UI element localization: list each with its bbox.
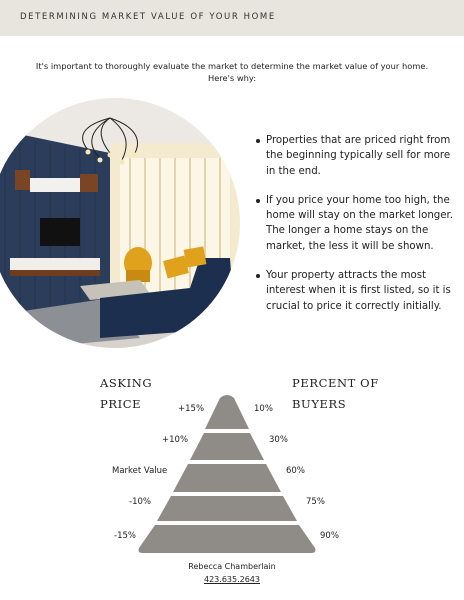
buyers-label-3: 60% [286, 466, 305, 476]
price-label-5: -15% [114, 531, 136, 541]
intro-line-1: It's important to thoroughly evaluate the market to determine the market value of your home. [35, 61, 429, 71]
intro-line-2: Here's why: [207, 73, 257, 83]
asking-price-heading: ASKING PRICE [100, 376, 153, 411]
list-item: Properties that are priced right from the beginning typically sell for more in the end. [256, 133, 456, 179]
benefits-list [256, 133, 456, 328]
price-label-4: -10% [129, 497, 151, 507]
agent-name: Rebecca Chamberlain [188, 562, 276, 571]
pyramid-tier-2 [190, 433, 264, 460]
pyramid-tier-1 [205, 395, 249, 429]
list-item: Your property attracts the most interest when it is first listed, so it is crucial to price it correctly initially. [256, 268, 456, 314]
bullet-dot [256, 274, 260, 278]
living-room-illustration [0, 98, 240, 348]
buyers-label-1: 10% [254, 404, 273, 414]
header-banner [0, 0, 464, 36]
bullet-dot [256, 199, 260, 203]
buyers-label-2: 30% [269, 435, 288, 445]
pyramid-tier-3 [173, 464, 281, 492]
buyers-label-4: 75% [306, 497, 325, 507]
price-label-2: +10% [162, 435, 189, 445]
price-label-1: +15% [178, 404, 205, 414]
page-title: DETERMINING MARKET VALUE OF YOUR HOME [20, 12, 276, 22]
pyramid-tier-5 [139, 525, 316, 553]
percent-buyers-heading: PERCENT OF BUYERS [292, 376, 379, 411]
list-item: If you price your home too high, the home will stay on the market longer. The longer a home stays on the market, the less it will be shown. [256, 193, 456, 254]
intro-text [30, 60, 434, 84]
living-room-photo [0, 98, 240, 348]
agent-phone-link[interactable]: 423.635.2643 [204, 575, 260, 584]
buyers-label-5: 90% [320, 531, 339, 541]
pyramid-tier-4 [157, 496, 297, 521]
price-label-3: Market Value [112, 466, 168, 476]
bullet-dot [256, 139, 260, 143]
